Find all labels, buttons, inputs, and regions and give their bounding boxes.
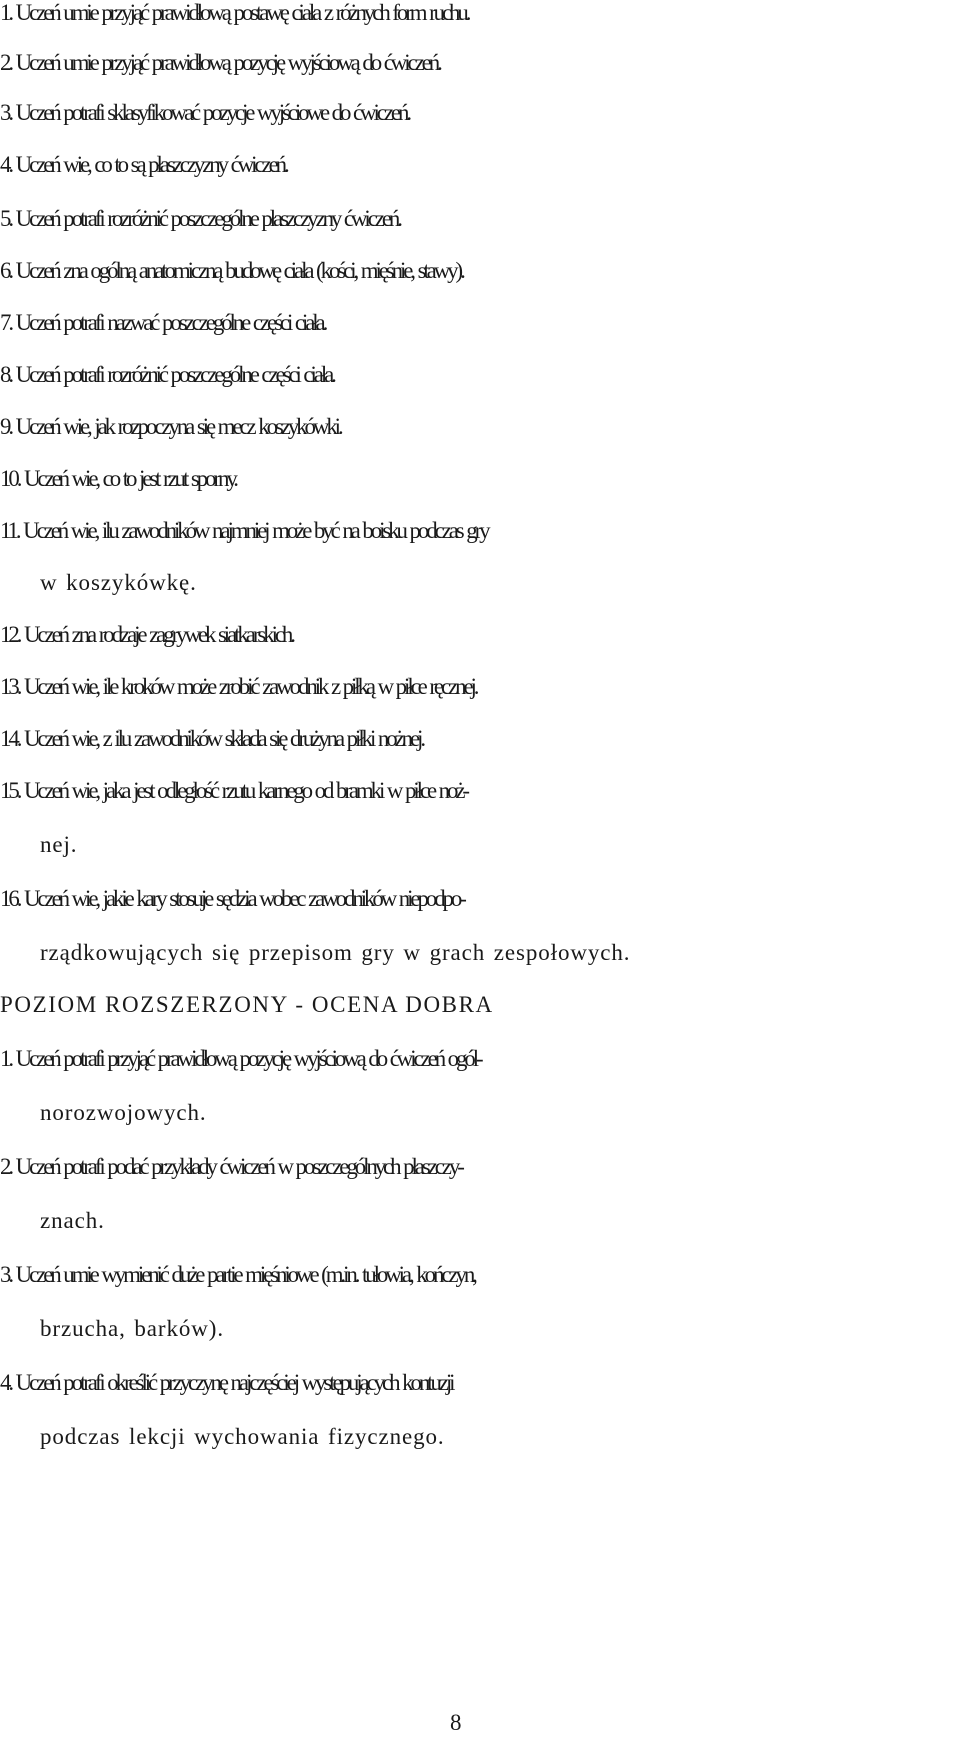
item-number: 15. <box>0 778 20 803</box>
item-text: Uczeń wie, ilu zawodników najmniej może być na boisku podczas gry <box>23 518 488 543</box>
item-text: Uczeń zna rodzaje zagrywek siatkarskich. <box>23 622 293 647</box>
list-item <box>0 1154 955 1180</box>
item-number: 14. <box>0 726 20 751</box>
list-item-continuation: znach. <box>40 1208 105 1233</box>
item-number: 4. <box>0 152 12 177</box>
item-text: Uczeń potrafi podać przykłady ćwiczeń w poszczególnych płaszczy- <box>15 1154 462 1179</box>
list-item <box>0 518 955 544</box>
list-item <box>0 622 955 648</box>
item-text: Uczeń zna ogólną anatomiczną budowę ciała (kości, mięśnie, stawy). <box>15 258 463 283</box>
list-item <box>0 206 955 232</box>
list-item-continuation: podczas lekcji wychowania fizycznego. <box>40 1424 445 1449</box>
list-item <box>0 258 955 284</box>
item-text: Uczeń potrafi nazwać poszczególne części ciała. <box>15 310 326 335</box>
list-item <box>0 1370 955 1396</box>
list-item-continuation: rządkowujących się przepisom gry w grach zespołowych. <box>40 940 631 965</box>
list-item-continuation: norozwojowych. <box>40 1100 207 1125</box>
item-number: 10. <box>0 466 20 491</box>
item-text: Uczeń potrafi określić przyczynę najczęściej występujących kontuzji <box>15 1370 453 1395</box>
item-number: 2. <box>0 1154 12 1179</box>
item-number: 2. <box>0 50 12 75</box>
item-number: 6. <box>0 258 12 283</box>
item-text: Uczeń wie, co to jest rzut sporny. <box>23 466 236 491</box>
list-item <box>0 886 955 912</box>
list-item <box>0 0 955 26</box>
list-item <box>0 466 955 492</box>
item-text: Uczeń umie wymienić duże partie mięśniowe (m.in. tułowia, kończyn, <box>15 1262 475 1287</box>
list-item <box>0 778 955 804</box>
item-text: Uczeń umie przyjąć prawidłową postawę ciała z różnych form ruchu. <box>15 0 469 25</box>
item-text: Uczeń wie, jak rozpoczyna się mecz koszykówki. <box>15 414 341 439</box>
list-item <box>0 50 955 76</box>
item-number: 7. <box>0 310 12 335</box>
page-number: 8 <box>450 1710 462 1735</box>
item-text: Uczeń potrafi rozróżnić poszczególne płaszczyzny ćwiczeń. <box>15 206 400 231</box>
item-number: 9. <box>0 414 12 439</box>
item-text: Uczeń potrafi rozróżnić poszczególne części ciała. <box>15 362 334 387</box>
item-text: Uczeń wie, jakie kary stosuje sędzia wobec zawodników niepodpo- <box>23 886 464 911</box>
item-number: 16. <box>0 886 20 911</box>
item-number: 4. <box>0 1370 12 1395</box>
list-item <box>0 726 955 752</box>
item-number: 12. <box>0 622 20 647</box>
item-number: 1. <box>0 0 12 25</box>
section-heading: POZIOM ROZSZERZONY - OCENA DOBRA <box>0 992 494 1017</box>
list-item <box>0 1046 955 1072</box>
item-text: Uczeń potrafi sklasyfikować pozycje wyjściowe do ćwiczeń. <box>15 100 409 125</box>
item-text: Uczeń wie, co to są płaszczyzny ćwiczeń. <box>15 152 287 177</box>
list-item <box>0 1262 955 1288</box>
item-number: 8. <box>0 362 12 387</box>
item-text: Uczeń umie przyjąć prawidłową pozycję wyjściową do ćwiczeń. <box>15 50 440 75</box>
item-number: 5. <box>0 206 12 231</box>
list-item <box>0 674 955 700</box>
item-number: 1. <box>0 1046 12 1071</box>
item-number: 3. <box>0 100 12 125</box>
item-number: 3. <box>0 1262 12 1287</box>
list-item-continuation: nej. <box>40 832 78 857</box>
list-item <box>0 152 955 178</box>
list-item <box>0 414 955 440</box>
list-item-continuation: w koszykówkę. <box>40 570 197 595</box>
list-item-continuation: brzucha, barków). <box>40 1316 224 1341</box>
list-item <box>0 100 955 126</box>
list-item <box>0 310 955 336</box>
item-text: Uczeń potrafi przyjąć prawidłową pozycję wyjściową do ćwiczeń ogól- <box>15 1046 481 1071</box>
item-number: 11. <box>0 518 19 543</box>
list-item <box>0 362 955 388</box>
item-number: 13. <box>0 674 20 699</box>
item-text: Uczeń wie, jaka jest odległość rzutu karnego od bramki w piłce noż- <box>23 778 467 803</box>
item-text: Uczeń wie, ile kroków może zrobić zawodnik z piłką w piłce ręcznej. <box>23 674 477 699</box>
item-text: Uczeń wie, z ilu zawodników składa się drużyna piłki nożnej. <box>23 726 423 751</box>
